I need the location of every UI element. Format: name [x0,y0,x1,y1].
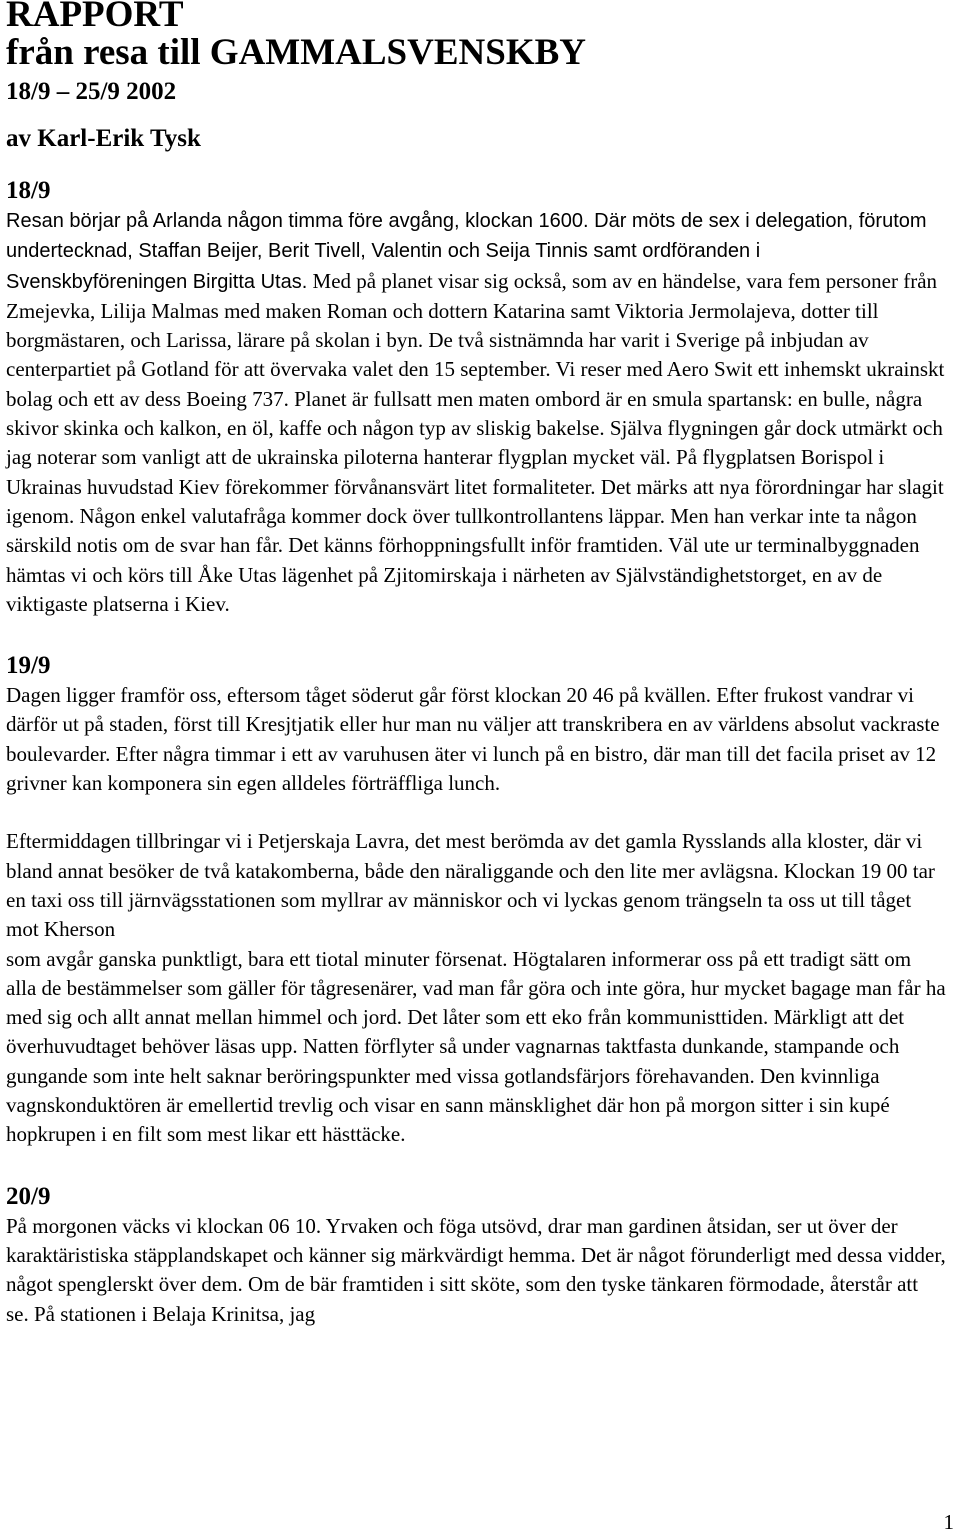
document-page [6,0,946,1329]
day-heading: 18/9 [6,177,51,204]
report-author: av Karl-Erik Tysk [6,125,201,152]
day-section-19-9 [6,651,946,1149]
paragraph [6,206,946,619]
paragraph: Eftermiddagen tillbringar vi i Petjerskaja Lavra, det mest berömda av det gamla Rysslands alla kloster, där vi bland annat besöker de två katakomberna, både den näraliggande och den lite mer avlägsna. Klockan 19 00 tar en taxi oss till järnvägsstationen som myllrar av människor och vi lyckas genom trängseln ta oss ut till tåget mot Kherson [6,829,935,942]
report-title: RAPPORT [6,0,184,35]
report-subtitle: från resa till GAMMALSVENSKBY [6,32,587,73]
day-section-18-9 [6,176,946,619]
paragraph: På morgonen väcks vi klockan 06 10. Yrvaken och föga utsövd, drar man gardinen åtsidan, ser ut över der karaktäristiska stäpplandskapet och känner sig märkvärdigt hemma. Det är något förunderligt med dessa vidder, något spenglerskt över dem. Om de bär framtiden i sitt sköte, som den tyske tänkaren förmodade, återstår att se. På stationen i Belaja Krinitsa, jag [6,1213,946,1326]
page-number: 1 [943,1510,954,1534]
day-heading: 20/9 [6,1182,51,1210]
paragraph: Dagen ligger framför oss, eftersom tåget söderut går först klockan 20 46 på kvällen. Efter frukost vandrar vi därför ut på staden, först till Kresjtjatik eller hur man nu väljer att transkribera en av världens absolut vackraste boulevarder. Efter några timmar i ett av varuhusen äter vi lunch på en bistro, där man till det facila priset av 12 grivner kan komponera sin egen alldeles förträffliga lunch. [6,683,940,796]
paragraph-body: Med på planet visar sig också, som av en händelse, vara fem personer från Zmejevka, Lilija Malmas med maken Roman och dottern Katarina samt Viktoria Jermolajeva, dotter till borgmästaren, och Larissa, lärare på skolan i byn. De två sistnämnda har varit i Sverige på inbjudan av centerpartiet på Gotland för att övervaka valet den 15 september. Vi reser med Aero Swit ett inhemskt ukrainskt bolag och ett av dess Boeing 737. Planet är fullsatt men maten ombord är en smula spartansk: en bulle, några skivor skinka och kalkon, en öl, kaffe och någon typ av sliskig bakelse. Själva flygningen går dock utmärkt och jag noterar som vanligt att de ukrainska piloterna hanterar flygplan mycket väl. På flygplatsen Borispol i Ukrainas huvudstad Kiev förekommer förvånansvärt litet formaliteter. Det märks att nya förordningar har slagit igenom. Någon enkel valutafråga kommer dock över tullkontrollantens läppar. Men han verkar inte ta någon särskild notis om de svar han får. Det känns förhoppningsfullt inför framtiden. Väl ute ur terminalbyggnaden hämtas vi och körs till Åke Utas lägenhet på Zjitomirskaja i närheten av Självständighetstorget, en av de viktigaste platserna i Kiev. [6,268,945,616]
paragraph-lead: Resan börjar på Arlanda någon timma före avgång, klockan 1600. Där möts de sex i delegation, förutom undertecknad, Staffan Beijer, Berit Tivell, Valentin och Seija Tinnis samt ordföranden i Svenskbyföreningen Birgitta Utas. [6,210,927,293]
paragraph: som avgår ganska punktligt, bara ett tiotal minuter försenat. Högtalaren informerar oss på ett tradigt sätt om alla de bestämmelser som gäller för tågresenärer, vad man får göra och inte göra, hur mycket bagage man får ha med sig och allt annat mellan himmel och jord. Det låter som ett eko från kommunisttiden. Märkligt att det överhuvudtaget behöver läsas upp. Natten förflyter så under vagnarnas taktfasta dunkande, stampande och gungande som inte helt saknar beröringspunkter med vissa gotlandsfärjors förehavanden. Den kvinnliga vagnskonduktören är emellertid trevlig och visar en sann mänsklighet där hon på morgon sitter i sin kupé hopkrupen i en filt som mest likar ett hästtäcke. [6,946,946,1147]
day-heading: 19/9 [6,652,51,680]
report-dates: 18/9 – 25/9 2002 [6,78,177,105]
day-section-20-9 [6,1182,946,1329]
